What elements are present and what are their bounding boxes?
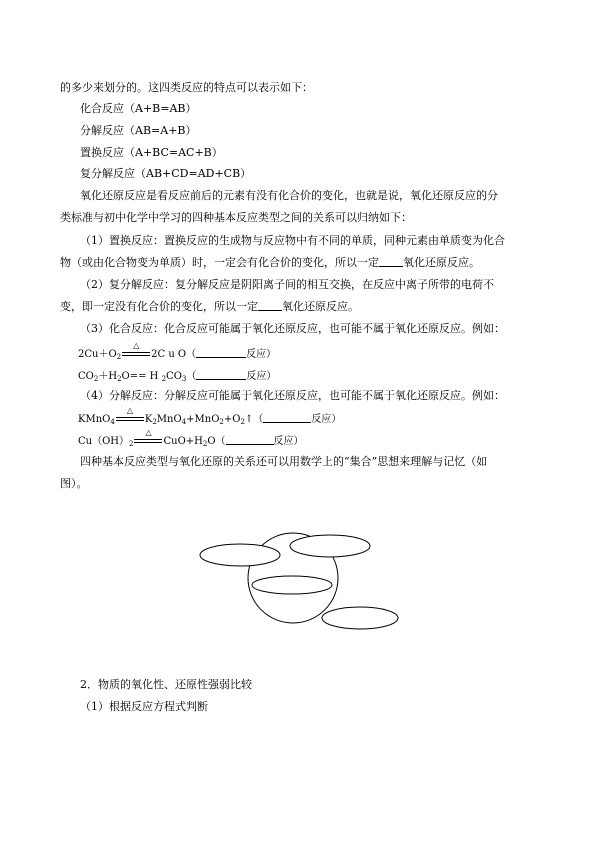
double-displacement-item-line-1: （2）复分解反应：复分解反应是阴阳离子间的相互交换，在反应中离子所带的电荷不 bbox=[80, 278, 494, 291]
equation-permanganate: KMnO$_4$ △ $K_2MnO_4+MnO_2+O_2↑$（ 反应） bbox=[78, 406, 342, 426]
subsection-heading: （1）根据反应方程式判断 bbox=[80, 700, 208, 713]
equation-copper-hydroxide: $Cu(OH)_2$ △ $CuO+H_2O$（ 反应） bbox=[78, 428, 304, 448]
equation-carbonic-acid: $CO_2+H_2O== H$ $_2CO_3$（ 反应） bbox=[78, 368, 276, 386]
displacement-item-line-1: （1）置换反应：置换反应的生成物与反应物中有不同的单质，同种元素由单质变为化合 bbox=[80, 234, 505, 247]
set-ellipse-inner bbox=[252, 576, 332, 594]
set-ellipse-left bbox=[200, 544, 280, 566]
paragraph-intro-line: 的多少来划分的。这四类反应的特点可以表示如下： bbox=[60, 81, 313, 94]
combination-reaction-formula: 化合反应（A+B=AB） bbox=[80, 102, 197, 115]
set-ellipse-top bbox=[290, 535, 370, 557]
redox-paragraph-line-1: 氧化还原反应是看反应前后的元素有没有化合价的变化，也就是说，氧化还原反应的分 bbox=[80, 189, 498, 202]
double-displacement-reaction-formula: 复分解反应（AB+CD=AD+CB） bbox=[80, 167, 252, 180]
decomposition-reaction-formula: 分解反应（AB=A+B） bbox=[80, 124, 197, 137]
decomposition-item-line: （4）分解反应：分解反应可能属于氧化还原反应，也可能不属于氧化还原反应。例如： bbox=[80, 389, 505, 402]
combination-item-line: （3）化合反应：化合反应可能属于氧化还原反应，也可能不属于氧化还原反应。例如： bbox=[80, 322, 505, 335]
heating-condition: △ bbox=[116, 413, 144, 423]
set-concept-line-2: 图）。 bbox=[60, 477, 88, 490]
double-displacement-item-text: 变，即一定没有化合价的变化，所以一定 bbox=[60, 300, 258, 313]
displacement-reaction-formula: 置换反应（A+BC=AC+B） bbox=[80, 146, 223, 159]
heating-condition: △ bbox=[122, 348, 150, 358]
redox-paragraph-line-2: 类标准与初中化学中学习的四种基本反应类型之间的关系可以归纳如下： bbox=[60, 211, 412, 224]
displacement-item-text: 物（或由化合物变为单质）时，一定会有化合价的变化，所以一定 bbox=[60, 256, 379, 269]
heating-condition: △ bbox=[134, 435, 162, 445]
set-ellipse-bottom-right bbox=[322, 607, 398, 629]
section-heading: 2．物质的氧化性、还原性强弱比较 bbox=[80, 678, 252, 691]
double-displacement-item-tail: 氧化还原反应。 bbox=[282, 300, 359, 313]
set-concept-line-1: 四种基本反应类型与氧化还原的关系还可以用数学上的“集合”思想来理解与记忆（如 bbox=[80, 455, 488, 468]
equation-copper-oxidation: $2Cu+O_2$ △ 2C u O（ 反应） bbox=[78, 341, 277, 361]
displacement-item-tail: 氧化还原反应。 bbox=[403, 256, 480, 269]
